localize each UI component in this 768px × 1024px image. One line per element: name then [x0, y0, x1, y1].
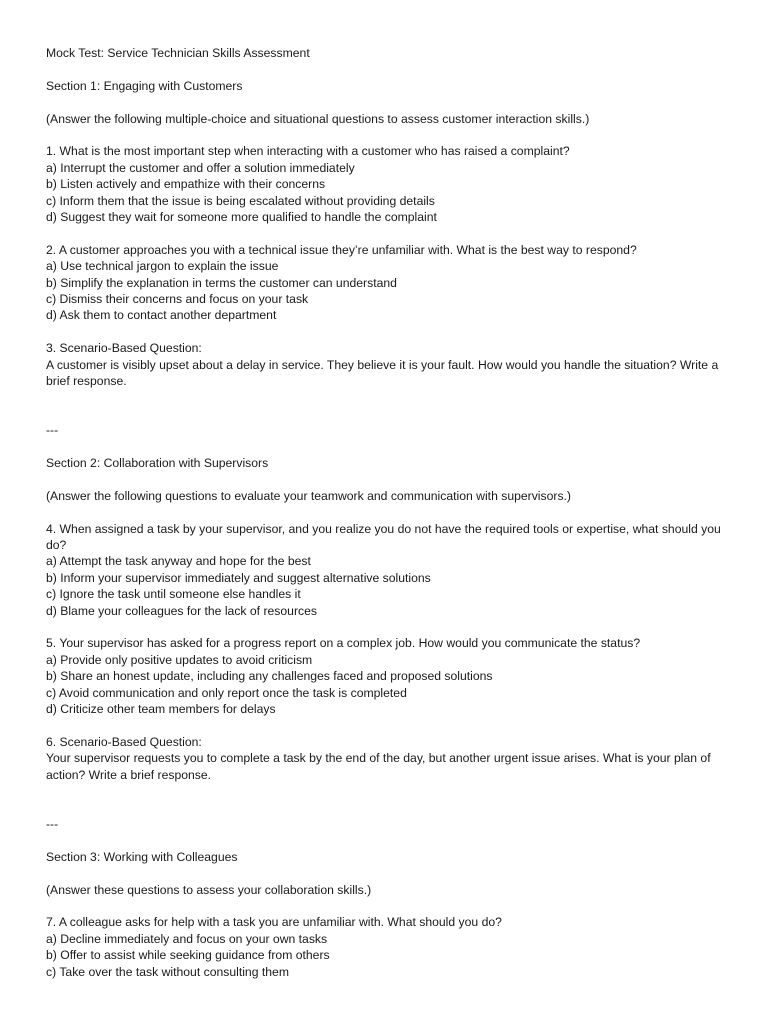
section-1-instructions: (Answer the following multiple-choice and situational questions to assess customer interaction skills.) — [46, 111, 590, 126]
question-2-option-a: a) Use technical jargon to explain the issue — [46, 259, 279, 274]
document-page — [46, 45, 726, 980]
section-3-heading: Section 3: Working with Colleagues — [46, 849, 238, 864]
spacer — [46, 619, 726, 635]
question-7-option-c: c) Take over the task without consulting them — [46, 964, 289, 979]
question-5-option-a: a) Provide only positive updates to avoid criticism — [46, 652, 313, 667]
section-separator: --- — [46, 816, 59, 831]
question-5 — [46, 635, 726, 717]
section-2-heading: Section 2: Collaboration with Supervisors — [46, 456, 269, 471]
spacer — [46, 504, 726, 520]
section-3-instructions: (Answer these questions to assess your collaboration skills.) — [46, 882, 372, 897]
question-6 — [46, 734, 726, 783]
question-2-text: 2. A customer approaches you with a technical issue they’re unfamiliar with. What is the best way to respond? — [46, 242, 637, 257]
question-3-prompt: A customer is visibly upset about a delay in service. They believe it is your fault. How would you handle the situation? Write a brief response. — [46, 357, 722, 389]
spacer — [46, 783, 726, 816]
question-1-option-a: a) Interrupt the customer and offer a solution immediately — [46, 160, 355, 175]
question-2-option-c: c) Dismiss their concerns and focus on your task — [46, 292, 309, 307]
section-2-instructions: (Answer the following questions to evaluate your teamwork and communication with supervisors.) — [46, 488, 571, 503]
spacer — [46, 471, 726, 487]
question-1-option-b: b) Listen actively and empathize with their concerns — [46, 177, 326, 192]
question-4-option-b: b) Inform your supervisor immediately and suggest alternative solutions — [46, 570, 431, 585]
spacer — [46, 718, 726, 734]
question-2-option-d: d) Ask them to contact another department — [46, 308, 277, 323]
question-5-option-b: b) Share an honest update, including any challenges faced and proposed solutions — [46, 669, 493, 684]
question-4-option-d: d) Blame your colleagues for the lack of resources — [46, 603, 317, 618]
question-7-option-b: b) Offer to assist while seeking guidance from others — [46, 948, 330, 963]
document-title: Mock Test: Service Technician Skills Assessment — [46, 46, 310, 60]
question-7 — [46, 914, 726, 980]
question-1-option-c: c) Inform them that the issue is being escalated without providing details — [46, 193, 435, 208]
question-4 — [46, 521, 726, 619]
section-1-heading: Section 1: Engaging with Customers — [46, 78, 243, 93]
spacer — [46, 127, 726, 143]
spacer — [46, 439, 726, 455]
spacer — [46, 94, 726, 110]
spacer — [46, 865, 726, 881]
question-5-option-d: d) Criticize other team members for delays — [46, 702, 276, 717]
question-4-text: 4. When assigned a task by your supervisor, and you realize you do not have the required tools or expertise, what should you do? — [46, 521, 725, 553]
question-5-option-c: c) Avoid communication and only report once the task is completed — [46, 685, 407, 700]
question-3-label: 3. Scenario-Based Question: — [46, 341, 202, 356]
question-2-option-b: b) Simplify the explanation in terms the customer can understand — [46, 275, 397, 290]
question-1-option-d: d) Suggest they wait for someone more qualified to handle the complaint — [46, 210, 437, 225]
question-6-label: 6. Scenario-Based Question: — [46, 734, 202, 749]
spacer — [46, 225, 726, 241]
question-1 — [46, 143, 726, 225]
question-4-option-c: c) Ignore the task until someone else handles it — [46, 587, 301, 602]
question-2 — [46, 242, 726, 324]
question-7-option-a: a) Decline immediately and focus on your own tasks — [46, 931, 328, 946]
question-5-text: 5. Your supervisor has asked for a progress report on a complex job. How would you communicate the status? — [46, 636, 641, 651]
question-1-text: 1. What is the most important step when interacting with a customer who has raised a complaint? — [46, 144, 570, 159]
spacer — [46, 832, 726, 848]
question-7-text: 7. A colleague asks for help with a task you are unfamiliar with. What should you do? — [46, 915, 502, 930]
question-3 — [46, 340, 726, 389]
question-6-prompt: Your supervisor requests you to complete a task by the end of the day, but another urgent issue arises. What is your plan of action? Write a brief response. — [46, 751, 714, 782]
spacer — [46, 389, 726, 422]
spacer — [46, 324, 726, 340]
question-4-option-a: a) Attempt the task anyway and hope for the best — [46, 554, 311, 569]
section-separator: --- — [46, 423, 59, 438]
spacer — [46, 61, 726, 77]
spacer — [46, 898, 726, 914]
